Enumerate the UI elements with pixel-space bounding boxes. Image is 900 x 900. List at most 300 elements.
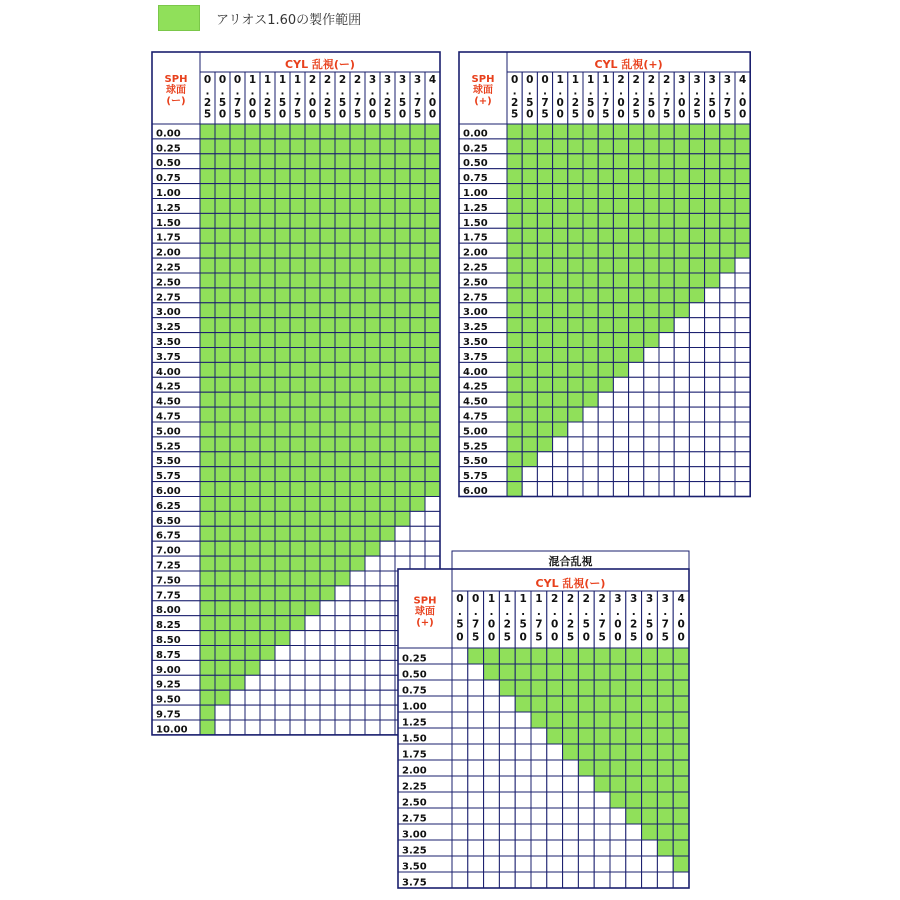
range-cell-filled (200, 199, 215, 214)
range-cell-filled (305, 377, 320, 392)
range-cell-filled (230, 348, 245, 363)
range-cell-filled (626, 680, 642, 696)
range-cell-filled (568, 213, 583, 228)
range-cell-filled (410, 333, 425, 348)
range-cell-empty (484, 776, 500, 792)
range-cell-filled (215, 586, 230, 601)
range-cell-filled (629, 184, 644, 199)
range-cell-filled (215, 601, 230, 616)
range-cell-filled (215, 228, 230, 243)
range-cell-filled (230, 452, 245, 467)
range-cell-filled (568, 154, 583, 169)
range-cell-filled (659, 184, 674, 199)
range-cell-empty (642, 856, 658, 872)
range-cell-filled (305, 556, 320, 571)
cyl-col-label: 1 . 0 0 (487, 593, 496, 644)
range-cell-filled (507, 318, 522, 333)
range-cell-filled (365, 258, 380, 273)
sph-row-label: 6.50 (156, 515, 181, 527)
cyl-header-label: CYL 乱視(+) (594, 58, 663, 71)
range-cell-filled (275, 154, 290, 169)
sph-row-label: 3.25 (463, 322, 488, 334)
range-cell-empty (290, 690, 305, 705)
range-cell-empty (537, 482, 552, 497)
range-cell-filled (290, 348, 305, 363)
sph-row-label: 0.75 (156, 173, 181, 185)
range-cell-filled (245, 154, 260, 169)
range-cell-filled (275, 586, 290, 601)
range-cell-empty (563, 840, 579, 856)
range-cell-filled (275, 556, 290, 571)
range-cell-filled (230, 392, 245, 407)
range-cell-filled (350, 333, 365, 348)
range-cell-filled (275, 303, 290, 318)
range-cell-filled (290, 169, 305, 184)
range-cell-empty (380, 586, 395, 601)
range-cell-empty (578, 840, 594, 856)
range-cell-filled (200, 616, 215, 631)
range-cell-filled (522, 377, 537, 392)
cyl-col-label: 3 . 2 5 (693, 74, 701, 121)
cyl-col-label: 2 . 0 0 (617, 74, 625, 121)
range-cell-filled (563, 680, 579, 696)
range-cell-filled (335, 362, 350, 377)
range-cell-empty (735, 318, 750, 333)
range-cell-empty (705, 288, 720, 303)
range-cell-filled (657, 840, 673, 856)
sph-header-label: 球面 (415, 606, 435, 618)
range-cell-filled (673, 728, 689, 744)
range-cell-empty (499, 808, 515, 824)
range-cell-empty (531, 760, 547, 776)
range-cell-filled (613, 273, 628, 288)
range-cell-filled (689, 169, 704, 184)
sph-row-label: 3.75 (402, 877, 427, 889)
range-cell-empty (335, 660, 350, 675)
range-cell-empty (468, 744, 484, 760)
range-cell-filled (598, 124, 613, 139)
range-cell-empty (674, 437, 689, 452)
range-cell-filled (365, 243, 380, 258)
range-cell-empty (537, 452, 552, 467)
range-cell-filled (350, 362, 365, 377)
range-cell-empty (598, 437, 613, 452)
range-cell-filled (522, 154, 537, 169)
range-cell-filled (230, 467, 245, 482)
range-cell-filled (230, 407, 245, 422)
range-cell-filled (275, 273, 290, 288)
range-cell-filled (626, 776, 642, 792)
range-cell-filled (553, 318, 568, 333)
range-cell-filled (200, 288, 215, 303)
range-cell-empty (735, 333, 750, 348)
range-cell-filled (200, 169, 215, 184)
sph-row-label: 0.25 (156, 143, 181, 155)
range-cell-filled (380, 184, 395, 199)
range-cell-empty (610, 840, 626, 856)
range-cell-filled (275, 184, 290, 199)
range-cell-filled (320, 586, 335, 601)
range-cell-filled (594, 712, 610, 728)
range-cell-empty (689, 303, 704, 318)
range-cell-filled (305, 482, 320, 497)
sph-row-label: 1.75 (156, 232, 181, 244)
range-cell-empty (578, 776, 594, 792)
range-cell-filled (522, 258, 537, 273)
range-cell-filled (380, 273, 395, 288)
range-cell-filled (425, 169, 440, 184)
sph-row-label: 3.50 (463, 337, 488, 348)
range-cell-empty (515, 760, 531, 776)
range-cell-filled (290, 601, 305, 616)
range-cell-filled (563, 664, 579, 680)
range-cell-filled (395, 273, 410, 288)
cyl-header-label: CYL 乱視(ー) (285, 58, 355, 71)
sph-row-label: 1.25 (402, 717, 427, 729)
range-cell-filled (230, 437, 245, 452)
range-cell-filled (410, 437, 425, 452)
range-cell-empty (598, 392, 613, 407)
range-cell-empty (553, 437, 568, 452)
range-cell-filled (644, 288, 659, 303)
range-cell-filled (230, 273, 245, 288)
range-cell-filled (644, 273, 659, 288)
range-cell-filled (290, 303, 305, 318)
range-cell-empty (705, 482, 720, 497)
cyl-col-label: 3 . 7 5 (413, 74, 422, 121)
range-cell-filled (365, 228, 380, 243)
range-cell-filled (410, 452, 425, 467)
range-cell-filled (320, 228, 335, 243)
range-cell-filled (629, 139, 644, 154)
range-cell-filled (290, 556, 305, 571)
range-cell-empty (380, 705, 395, 720)
range-cell-filled (275, 333, 290, 348)
range-cell-filled (578, 728, 594, 744)
range-cell-filled (215, 660, 230, 675)
range-cell-filled (365, 526, 380, 541)
range-cell-filled (290, 154, 305, 169)
range-cell-empty (499, 856, 515, 872)
range-cell-empty (245, 675, 260, 690)
range-cell-filled (230, 482, 245, 497)
range-cell-empty (598, 482, 613, 497)
cyl-col-label: 0 . 7 5 (472, 593, 480, 644)
range-cell-empty (674, 452, 689, 467)
range-cell-filled (507, 482, 522, 497)
range-cell-filled (275, 526, 290, 541)
range-cell-filled (674, 139, 689, 154)
range-cell-filled (260, 213, 275, 228)
range-cell-filled (644, 333, 659, 348)
range-cell-empty (290, 646, 305, 661)
range-cell-filled (689, 243, 704, 258)
range-cell-filled (200, 675, 215, 690)
range-cell-filled (674, 199, 689, 214)
range-cell-filled (642, 792, 658, 808)
range-cell-filled (365, 422, 380, 437)
range-cell-filled (657, 776, 673, 792)
range-cell-empty (659, 362, 674, 377)
range-cell-filled (537, 407, 552, 422)
range-cell-filled (583, 348, 598, 363)
range-cell-empty (613, 437, 628, 452)
range-cell-filled (380, 526, 395, 541)
range-cell-empty (275, 705, 290, 720)
cyl-col-label: 0 . 7 5 (541, 74, 549, 121)
range-cell-filled (260, 541, 275, 556)
range-cell-filled (568, 288, 583, 303)
range-cell-empty (735, 258, 750, 273)
range-cell-filled (275, 318, 290, 333)
range-cell-empty (468, 760, 484, 776)
range-cell-filled (395, 228, 410, 243)
range-cell-filled (350, 273, 365, 288)
range-cell-empty (594, 872, 610, 888)
range-cell-filled (613, 169, 628, 184)
cyl-col-label: 3 . 2 5 (383, 74, 392, 121)
range-cell-filled (320, 377, 335, 392)
range-cell-filled (598, 228, 613, 243)
range-cell-empty (305, 690, 320, 705)
range-cell-empty (350, 571, 365, 586)
range-cell-empty (568, 437, 583, 452)
range-cell-filled (594, 680, 610, 696)
sph-row-label: 5.00 (463, 426, 488, 438)
range-cell-filled (659, 273, 674, 288)
range-cell-filled (245, 288, 260, 303)
cyl-col-label: 1 . 7 5 (293, 74, 302, 121)
range-cell-filled (659, 154, 674, 169)
range-cell-filled (365, 199, 380, 214)
sph-row-label: 3.00 (156, 307, 181, 319)
range-cell-empty (720, 333, 735, 348)
range-cell-filled (260, 199, 275, 214)
range-cell-filled (200, 556, 215, 571)
range-cell-empty (659, 452, 674, 467)
range-cell-filled (531, 648, 547, 664)
range-cell-filled (335, 303, 350, 318)
table-mixed (398, 551, 691, 899)
range-cell-filled (305, 228, 320, 243)
range-cell-filled (522, 452, 537, 467)
range-cell-empty (689, 362, 704, 377)
cyl-col-label: 0 . 2 5 (203, 74, 212, 121)
range-cell-filled (613, 199, 628, 214)
range-cell-filled (230, 646, 245, 661)
range-cell-filled (583, 273, 598, 288)
range-cell-filled (230, 526, 245, 541)
range-cell-empty (320, 601, 335, 616)
range-cell-filled (425, 243, 440, 258)
range-cell-filled (410, 273, 425, 288)
range-cell-filled (563, 712, 579, 728)
range-cell-filled (380, 467, 395, 482)
range-cell-filled (657, 648, 673, 664)
range-cell-empty (230, 690, 245, 705)
range-cell-filled (410, 377, 425, 392)
range-cell-filled (537, 437, 552, 452)
range-cell-empty (613, 452, 628, 467)
range-cell-empty (578, 856, 594, 872)
range-cell-filled (720, 213, 735, 228)
range-cell-filled (583, 318, 598, 333)
sph-row-label: 7.50 (156, 575, 181, 587)
sph-row-label: 1.00 (402, 701, 427, 713)
range-cell-filled (200, 467, 215, 482)
range-cell-filled (522, 288, 537, 303)
range-cell-filled (230, 631, 245, 646)
range-cell-filled (613, 154, 628, 169)
range-cell-empty (531, 776, 547, 792)
range-cell-empty (735, 422, 750, 437)
range-cell-filled (578, 664, 594, 680)
range-cell-empty (484, 760, 500, 776)
range-cell-filled (275, 199, 290, 214)
range-cell-filled (626, 792, 642, 808)
range-cell-filled (305, 139, 320, 154)
range-cell-filled (245, 467, 260, 482)
range-cell-filled (200, 720, 215, 735)
range-cell-empty (499, 792, 515, 808)
range-cell-filled (335, 437, 350, 452)
range-cell-filled (245, 139, 260, 154)
range-cell-filled (215, 646, 230, 661)
range-cell-empty (215, 705, 230, 720)
cyl-col-label: 3 . 5 0 (708, 74, 716, 121)
range-cell-filled (335, 526, 350, 541)
range-cell-filled (522, 407, 537, 422)
range-cell-filled (507, 243, 522, 258)
range-cell-empty (629, 377, 644, 392)
range-cell-empty (644, 377, 659, 392)
range-cell-filled (673, 824, 689, 840)
range-cell-filled (260, 139, 275, 154)
range-cell-filled (230, 228, 245, 243)
range-cell-filled (537, 392, 552, 407)
range-cell-filled (531, 712, 547, 728)
range-cell-filled (583, 154, 598, 169)
sph-row-label: 4.25 (463, 381, 488, 393)
range-cell-filled (673, 744, 689, 760)
range-cell-empty (629, 422, 644, 437)
range-cell-empty (468, 728, 484, 744)
range-cell-filled (674, 243, 689, 258)
range-cell-filled (674, 258, 689, 273)
range-cell-empty (674, 422, 689, 437)
range-cell-filled (230, 511, 245, 526)
range-cell-empty (735, 452, 750, 467)
table-cyl-plus (459, 52, 751, 496)
range-cell-filled (320, 392, 335, 407)
range-cell-filled (245, 571, 260, 586)
range-cell-filled (200, 526, 215, 541)
range-cell-filled (320, 437, 335, 452)
range-cell-filled (305, 213, 320, 228)
range-cell-empty (531, 728, 547, 744)
range-cell-filled (522, 139, 537, 154)
range-cell-filled (200, 452, 215, 467)
range-cell-empty (644, 452, 659, 467)
range-cell-filled (365, 497, 380, 512)
range-cell-empty (583, 467, 598, 482)
range-cell-filled (245, 273, 260, 288)
range-cell-filled (598, 273, 613, 288)
range-cell-filled (245, 422, 260, 437)
range-cell-empty (380, 631, 395, 646)
range-cell-filled (305, 303, 320, 318)
range-cell-empty (689, 422, 704, 437)
range-cell-filled (200, 690, 215, 705)
cyl-header-label: CYL 乱視(ー) (535, 577, 606, 590)
range-cell-filled (674, 213, 689, 228)
range-cell-filled (380, 422, 395, 437)
range-cell-filled (320, 482, 335, 497)
range-cell-filled (260, 571, 275, 586)
range-cell-empty (720, 303, 735, 318)
range-cell-filled (290, 184, 305, 199)
range-cell-filled (644, 228, 659, 243)
range-cell-filled (305, 124, 320, 139)
range-cell-filled (215, 556, 230, 571)
range-cell-filled (522, 422, 537, 437)
range-cell-empty (583, 422, 598, 437)
range-cell-empty (522, 482, 537, 497)
range-cell-filled (594, 696, 610, 712)
range-cell-filled (350, 482, 365, 497)
range-cell-filled (395, 303, 410, 318)
range-cell-filled (689, 199, 704, 214)
range-cell-empty (735, 273, 750, 288)
range-cell-filled (425, 124, 440, 139)
range-cell-empty (335, 601, 350, 616)
range-cell-empty (245, 705, 260, 720)
range-cell-filled (200, 541, 215, 556)
range-cell-filled (350, 348, 365, 363)
range-cell-filled (350, 154, 365, 169)
range-cell-filled (629, 199, 644, 214)
range-cell-filled (290, 199, 305, 214)
range-cell-filled (425, 273, 440, 288)
range-cell-filled (200, 348, 215, 363)
range-cell-filled (200, 437, 215, 452)
range-cell-filled (260, 318, 275, 333)
sph-row-label: 2.50 (402, 797, 427, 809)
range-cell-filled (335, 154, 350, 169)
range-cell-filled (320, 169, 335, 184)
range-cell-empty (365, 675, 380, 690)
range-cell-filled (537, 124, 552, 139)
range-cell-filled (335, 467, 350, 482)
range-cell-empty (626, 824, 642, 840)
range-cell-filled (642, 744, 658, 760)
range-cell-filled (215, 690, 230, 705)
range-cell-filled (553, 184, 568, 199)
range-cell-filled (674, 154, 689, 169)
range-cell-filled (320, 452, 335, 467)
range-cell-filled (200, 705, 215, 720)
range-cell-filled (629, 348, 644, 363)
range-cell-filled (610, 696, 626, 712)
range-cell-filled (553, 422, 568, 437)
range-cell-empty (350, 690, 365, 705)
range-cell-filled (610, 760, 626, 776)
range-cell-filled (275, 288, 290, 303)
cyl-col-label: 1 . 5 0 (519, 593, 527, 644)
sph-row-label: 0.50 (402, 669, 427, 681)
range-cell-filled (305, 422, 320, 437)
range-cell-empty (484, 872, 500, 888)
